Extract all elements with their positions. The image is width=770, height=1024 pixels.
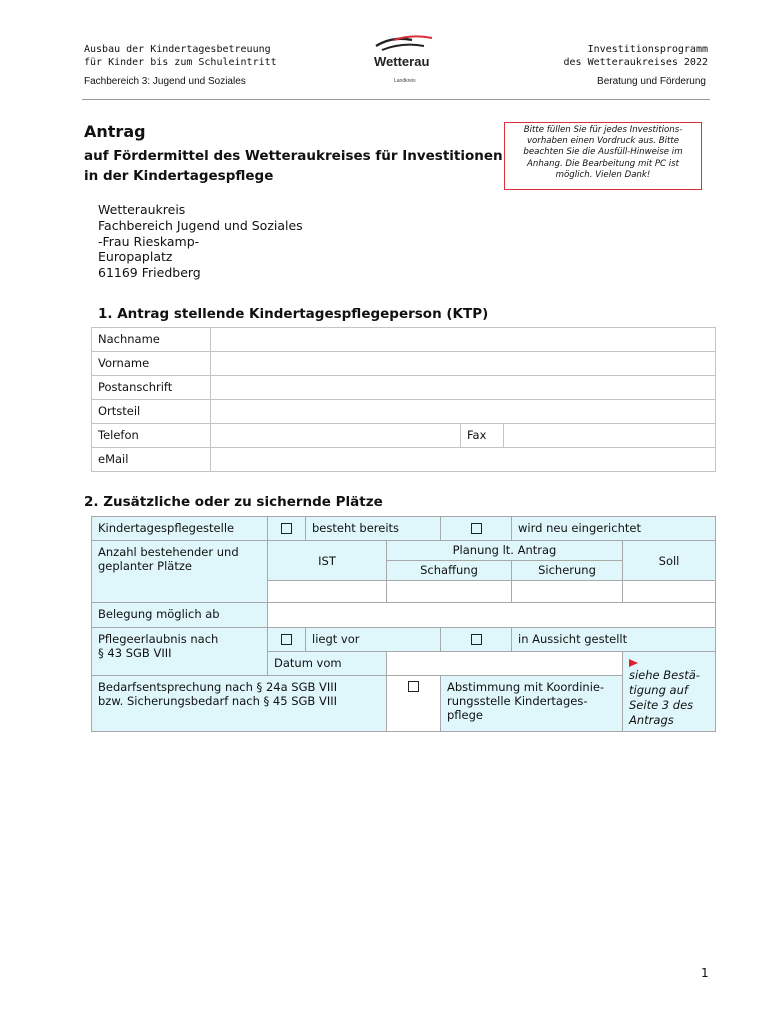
- notice-line: Anhang. Die Bearbeitung mit PC ist: [527, 158, 679, 169]
- schaffung-header: Schaffung: [387, 561, 512, 581]
- bedarf-line: bzw. Sicherungsbedarf nach § 45 SGB VIII: [98, 694, 338, 708]
- page-subtitle: [84, 146, 503, 186]
- postanschrift-label: Postanschrift: [92, 376, 211, 400]
- besteht-checkbox-cell[interactable]: [268, 517, 306, 541]
- sicherung-value-field[interactable]: [512, 581, 623, 603]
- address-line: Europaplatz: [98, 249, 173, 265]
- page-number: 1: [701, 966, 709, 980]
- nachname-label: Nachname: [92, 328, 211, 352]
- notice-line: beachten Sie die Ausfüll-Hinweise im: [523, 147, 683, 158]
- fax-field[interactable]: [504, 424, 716, 448]
- subtitle-line2: in der Kindertagespflege: [84, 168, 274, 184]
- ortsteil-label: Ortsteil: [92, 400, 211, 424]
- notice-line: Bitte füllen Sie für jedes Investitions-: [523, 125, 683, 135]
- soll-value-field[interactable]: [623, 581, 716, 603]
- bedarf-label: [92, 676, 387, 732]
- datum-vom-label: Datum vom: [268, 652, 387, 676]
- liegt-vor-label: liegt vor: [306, 628, 441, 652]
- table-row: [92, 328, 716, 352]
- bedarf-line: Bedarfsentsprechung nach § 24a SGB VIII: [98, 680, 338, 694]
- abstimmung-line: rungsstelle Kindertages-: [447, 694, 588, 708]
- abstimmung-line: pflege: [447, 708, 483, 722]
- siehe-line: Seite 3 des: [629, 698, 694, 712]
- table-row: [92, 517, 716, 541]
- planung-header: Planung lt. Antrag: [387, 541, 623, 561]
- siehe-line: siehe Bestä-: [629, 668, 700, 682]
- table-row: [92, 376, 716, 400]
- aussicht-checkbox-cell[interactable]: [441, 628, 512, 652]
- anzahl-line: Anzahl bestehender und: [98, 545, 239, 559]
- address-line: Wetteraukreis: [98, 202, 186, 217]
- table-row: [92, 400, 716, 424]
- anzahl-label: [92, 541, 268, 603]
- page-title: Antrag: [84, 122, 146, 141]
- table-row: [92, 541, 716, 561]
- pflegeerlaubnis-label: [92, 628, 268, 676]
- vorname-field[interactable]: [211, 352, 716, 376]
- siehe-line: Antrags: [629, 713, 674, 727]
- datum-vom-field[interactable]: [387, 652, 623, 676]
- table-row: [92, 448, 716, 472]
- header-rule: [82, 99, 710, 100]
- places-table: [91, 516, 716, 732]
- address-line: 61169 Friedberg: [98, 265, 201, 281]
- email-label: eMail: [92, 448, 211, 472]
- siehe-line: tigung auf: [629, 683, 688, 697]
- schaffung-value-field[interactable]: [387, 581, 512, 603]
- header-right-line2: des Wetteraukreises 2022: [563, 57, 708, 68]
- checkbox-icon[interactable]: [281, 523, 292, 534]
- applicant-table: [91, 327, 716, 472]
- header-left-line1: Ausbau der Kindertagesbetreuung: [84, 44, 271, 55]
- vorname-label: Vorname: [92, 352, 211, 376]
- header-right-line1: Investitionsprogramm: [587, 44, 708, 55]
- fax-label: Fax: [461, 424, 504, 448]
- abstimmung-label: [441, 676, 623, 732]
- nachname-field[interactable]: [211, 328, 716, 352]
- email-field[interactable]: [211, 448, 716, 472]
- liegt-vor-checkbox-cell[interactable]: [268, 628, 306, 652]
- soll-header: Soll: [623, 541, 716, 581]
- siehe-note: [623, 652, 716, 732]
- ist-value-field[interactable]: [268, 581, 387, 603]
- notice-line: vorhaben einen Vordruck aus. Bitte: [526, 136, 680, 147]
- header-left-sub: Fachbereich 3: Jugend und Soziales: [84, 76, 246, 87]
- section2-title: 2. Zusätzliche oder zu sichernde Plätze: [84, 494, 383, 510]
- subtitle-line1: auf Fördermittel des Wetteraukreises für Investitionen: [84, 148, 503, 164]
- header-left-title: [84, 43, 277, 69]
- wetterau-logo: [372, 34, 438, 86]
- checkbox-icon[interactable]: [471, 523, 482, 534]
- section1-title: 1. Antrag stellende Kindertagespflegeperson (KTP): [98, 306, 489, 322]
- checkbox-icon[interactable]: [471, 634, 482, 645]
- checkbox-icon[interactable]: [281, 634, 292, 645]
- table-row: [92, 603, 716, 628]
- abstimmung-line: Abstimmung mit Koordinie-: [447, 680, 605, 694]
- telefon-label: Telefon: [92, 424, 211, 448]
- checkbox-icon[interactable]: [408, 681, 419, 692]
- postanschrift-field[interactable]: [211, 376, 716, 400]
- abstimmung-checkbox-cell[interactable]: [387, 676, 441, 732]
- logo-subtext: Landkreis: [394, 78, 416, 84]
- besteht-bereits-label: besteht bereits: [306, 517, 441, 541]
- notice-line: möglich. Vielen Dank!: [555, 169, 651, 180]
- address-line: -Frau Rieskamp-: [98, 233, 200, 249]
- arrow-flag-icon: [629, 658, 709, 668]
- table-row: [92, 352, 716, 376]
- anzahl-line: geplanter Plätze: [98, 559, 192, 573]
- pflege-line: § 43 SGB VIII: [98, 646, 172, 660]
- header-left-line2: für Kinder bis zum Schuleintritt: [84, 57, 277, 68]
- belegung-label: Belegung möglich ab: [92, 603, 268, 628]
- telefon-field[interactable]: [211, 424, 461, 448]
- neu-checkbox-cell[interactable]: [441, 517, 512, 541]
- ortsteil-field[interactable]: [211, 400, 716, 424]
- logo-text: Wetterau: [374, 54, 430, 69]
- recipient-address: [98, 202, 303, 281]
- table-row: [92, 628, 716, 652]
- header-right-sub: Beratung und Förderung: [597, 76, 706, 87]
- belegung-field[interactable]: [268, 603, 716, 628]
- ist-header: IST: [268, 541, 387, 581]
- wird-neu-label: wird neu eingerichtet: [512, 517, 716, 541]
- table-row: [92, 424, 716, 448]
- notice-box: [504, 122, 702, 190]
- table-row: [92, 676, 716, 732]
- header-right-title: [564, 43, 709, 69]
- kindertagespflegestelle-label: Kindertagespflegestelle: [92, 517, 268, 541]
- address-line: Fachbereich Jugend und Soziales: [98, 217, 303, 233]
- sicherung-header: Sicherung: [512, 561, 623, 581]
- pflege-line: Pflegeerlaubnis nach: [98, 632, 219, 646]
- in-aussicht-label: in Aussicht gestellt: [512, 628, 716, 652]
